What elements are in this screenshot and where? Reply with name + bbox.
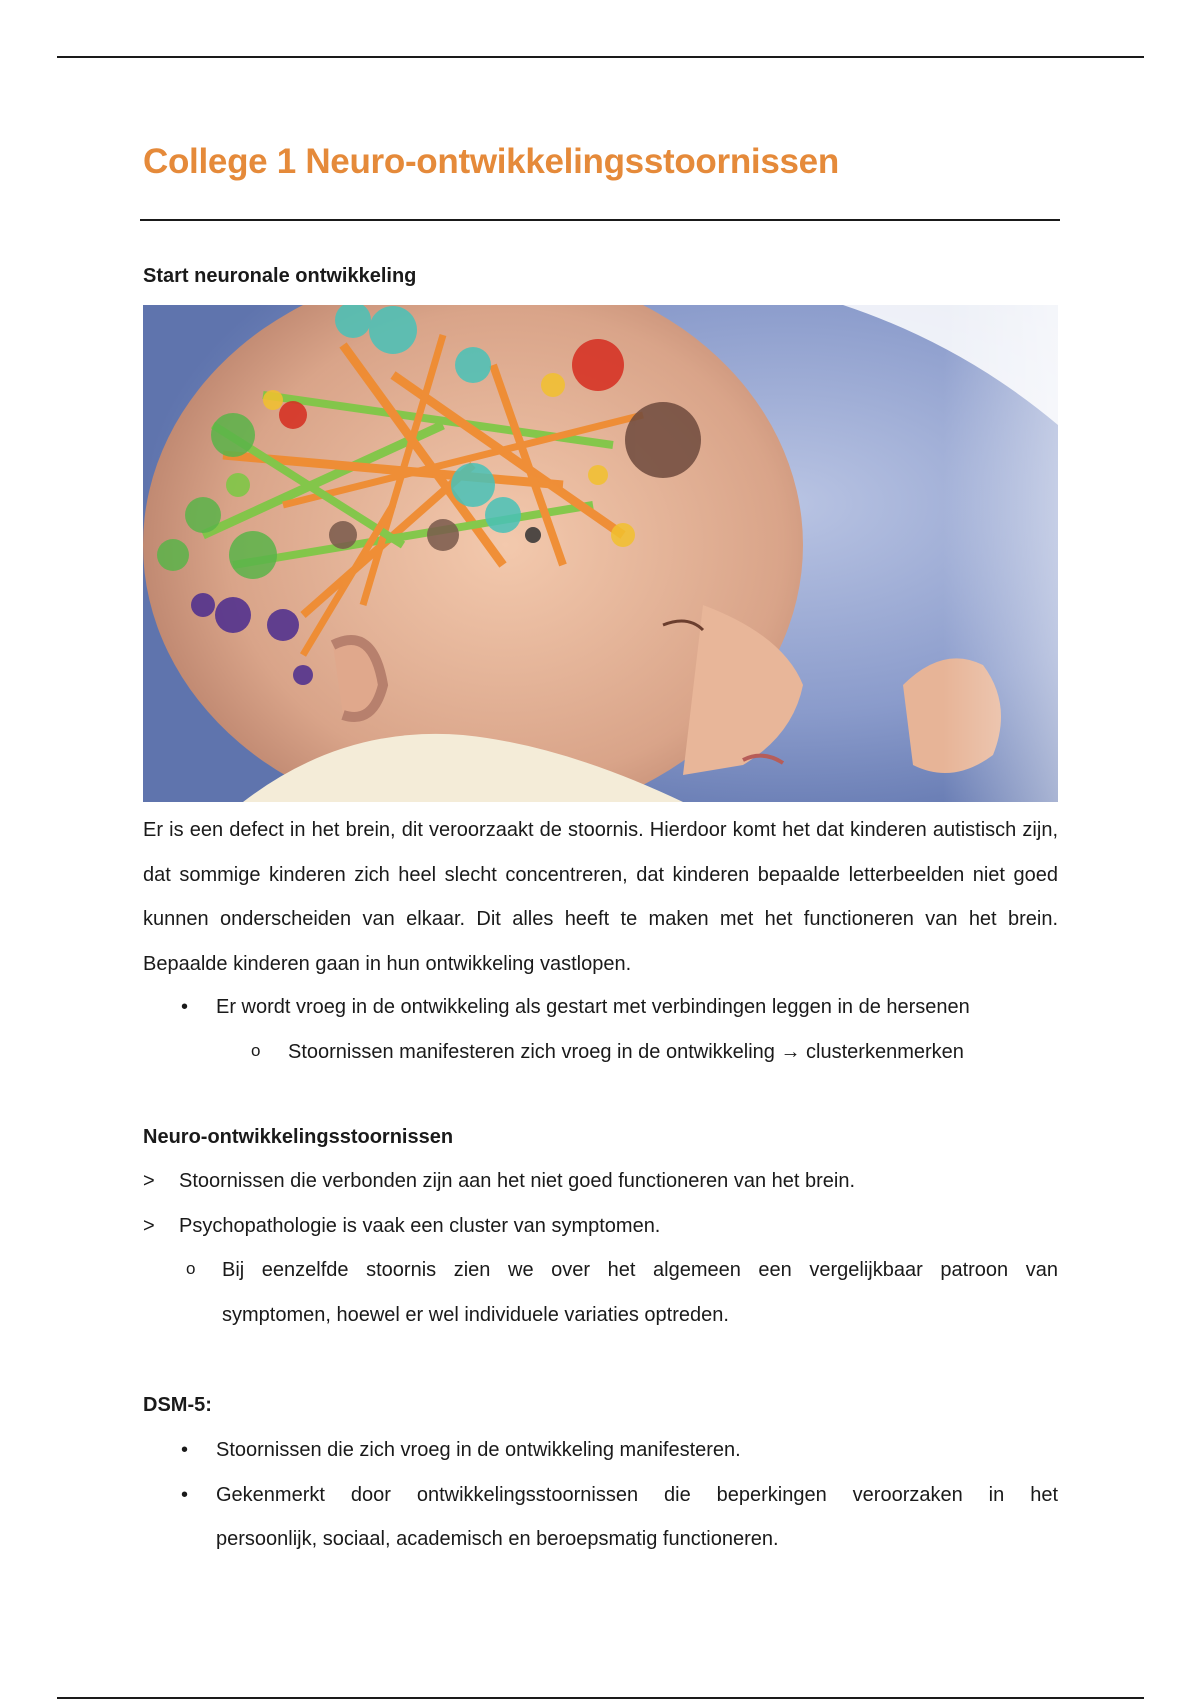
bullet-marker: • xyxy=(181,1439,189,1461)
arrow-marker: > xyxy=(143,1170,155,1192)
subitem-line: symptomen, hoewel er wel individuele variaties optreden. xyxy=(222,1304,729,1326)
subitem-line: Bij eenzelfde stoornis zien we over het algemeen een vergelijkbaar patroon van xyxy=(222,1259,1058,1281)
bullet-item-line: Gekenmerkt door ontwikkelingsstoornissen die beperkingen veroorzaken in het xyxy=(216,1484,1058,1506)
page-top-rule xyxy=(57,56,1144,58)
subbullet-marker: o xyxy=(251,1041,261,1060)
bullet-item-line: persoonlijk, sociaal, academisch en beroepsmatig functioneren. xyxy=(216,1528,779,1550)
list-item: Stoornissen die verbonden zijn aan het niet goed functioneren van het brein. xyxy=(179,1170,856,1192)
subbullet-item: Stoornissen manifesteren zich vroeg in de ontwikkeling → clusterkenmerken xyxy=(288,1041,964,1063)
section-heading-neuronal: Start neuronale ontwikkeling xyxy=(143,265,417,287)
list-item: Psychopathologie is vaak een cluster van symptomen. xyxy=(179,1215,661,1237)
document-title: College 1 Neuro-ontwikkelingsstoornissen xyxy=(143,142,839,181)
intro-paragraph: Er is een defect in het brein, dit veroorzaakt de stoornis. Hierdoor komt het dat kinderen autistisch zijn, dat sommige kinderen zich heel slecht concentreren, dat kinderen bepaalde letterbeelden niet goed kunnen onderscheiden van elkaar. Dit alles heeft te maken met het functioneren van het brein. Bepaalde kinderen gaan in hun ontwikkeling vastlopen. xyxy=(143,819,1058,975)
bullet-marker: • xyxy=(181,1484,189,1506)
title-underline xyxy=(140,219,1060,221)
page-bottom-rule xyxy=(57,1697,1144,1699)
baby-brain-illustration xyxy=(143,305,1058,802)
subitem-marker: o xyxy=(186,1259,196,1278)
bullet-marker: • xyxy=(181,996,189,1018)
bullet-item: Stoornissen die zich vroeg in de ontwikkeling manifesteren. xyxy=(216,1439,741,1461)
arrow-marker: > xyxy=(143,1215,155,1237)
section-heading-neuro-disorders: Neuro-ontwikkelingsstoornissen xyxy=(143,1126,454,1148)
section-heading-dsm5: DSM-5: xyxy=(143,1394,212,1416)
bullet-item: Er wordt vroeg in de ontwikkeling als gestart met verbindingen leggen in de hersenen xyxy=(216,996,970,1018)
